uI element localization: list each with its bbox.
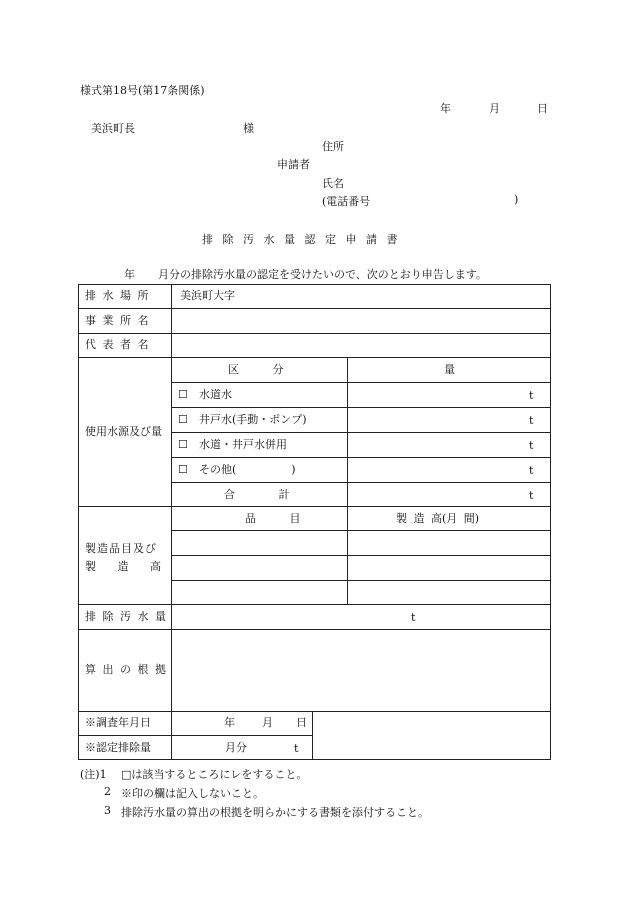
row-divider — [171, 382, 551, 383]
production-column-divider — [347, 506, 348, 604]
row-divider — [78, 333, 551, 334]
source-unit: t — [529, 464, 534, 477]
survey-month: 月 — [262, 716, 273, 729]
note-item: ※印の欄は記入しないこと。 — [121, 787, 264, 800]
form-number: 様式第18号(第17条関係) — [80, 84, 205, 97]
source-other-water-label: その他( ) — [199, 463, 296, 476]
representative-label: 代 表 者 名 — [85, 338, 149, 351]
source-tap-water-label: 水道水 — [199, 388, 232, 401]
survey-column-divider — [312, 711, 313, 760]
total-unit: t — [529, 489, 534, 502]
category-header: 区 分 — [228, 363, 284, 376]
label-column-divider — [171, 284, 172, 760]
business-name-label: 事 業 所 名 — [85, 314, 149, 327]
honorific: 様 — [243, 122, 254, 135]
application-table — [78, 284, 551, 760]
row-divider — [171, 580, 551, 581]
name-label: 氏名 — [322, 177, 344, 190]
row-divider — [78, 604, 551, 605]
certified-unit: t — [294, 742, 299, 755]
note-item: □は該当するところにレをすること。 — [121, 768, 308, 781]
date-day-label: 日 — [537, 102, 548, 115]
checkbox-combined-water[interactable]: ☐ — [178, 438, 188, 451]
row-divider — [78, 735, 313, 736]
wastewater-label: 排 除 汚 水 量 — [85, 610, 166, 623]
checkbox-well-water[interactable]: ☐ — [178, 413, 188, 426]
row-divider — [78, 308, 551, 309]
phone-close: ) — [514, 193, 519, 206]
drainage-place-value: 美浜町大字 — [180, 289, 235, 302]
table-border-bottom — [78, 759, 551, 760]
table-border-top — [78, 284, 551, 285]
table-border-right — [550, 284, 551, 760]
row-divider — [78, 506, 551, 507]
notes-prefix: (注)1 — [80, 768, 107, 781]
note-item: 排除汚水量の算出の根拠を明らかにする書類を添付すること。 — [121, 806, 429, 819]
applicant-label: 申請者 — [277, 158, 310, 171]
checkbox-tap-water[interactable]: ☐ — [178, 388, 188, 401]
water-source-label: 使用水源及び量 — [85, 425, 162, 438]
row-divider — [78, 629, 551, 630]
product-label-line2: 製 造 高 — [85, 560, 161, 573]
amount-header: 量 — [444, 363, 455, 376]
item-header: 品 目 — [245, 512, 301, 525]
table-border-left — [78, 284, 79, 760]
row-divider — [171, 457, 551, 458]
total-label: 合 計 — [224, 488, 290, 501]
source-well-water-label: 井戸水(手動・ポンプ) — [199, 413, 307, 426]
row-divider — [171, 407, 551, 408]
certified-label: ※認定排除量 — [85, 741, 151, 754]
row-divider — [171, 432, 551, 433]
row-divider — [171, 482, 551, 483]
row-divider — [171, 530, 551, 531]
address-label: 住所 — [322, 140, 344, 153]
source-combined-water-label: 水道・井戸水併用 — [199, 438, 287, 451]
checkbox-other-water[interactable]: ☐ — [178, 463, 188, 476]
survey-date-label: ※調査年月日 — [85, 716, 151, 729]
amount-column-divider — [347, 357, 348, 506]
production-header: 製 造 高(月 間) — [396, 512, 480, 525]
source-unit: t — [529, 439, 534, 452]
survey-year: 年 — [224, 716, 235, 729]
source-unit: t — [529, 389, 534, 402]
date-month-label: 月 — [489, 102, 500, 115]
wastewater-unit: t — [411, 611, 416, 624]
row-divider — [78, 711, 551, 712]
page-title: 排 除 汚 水 量 認 定 申 請 書 — [202, 233, 398, 246]
source-unit: t — [529, 414, 534, 427]
phone-label: (電話番号 — [322, 195, 371, 208]
drainage-place-label: 排 水 場 所 — [85, 289, 149, 302]
note-number: 3 — [104, 804, 111, 817]
intro-text: 月分の排除汚水量の認定を受けたいので、次のとおり申告します。 — [158, 268, 487, 281]
certified-month: 月分 — [225, 741, 247, 754]
row-divider — [78, 357, 551, 358]
row-divider — [171, 555, 551, 556]
note-number: 2 — [104, 785, 111, 798]
intro-year: 年 — [124, 268, 135, 281]
date-year-label: 年 — [440, 102, 451, 115]
survey-day: 日 — [296, 716, 307, 729]
basis-label: 算 出 の 根 拠 — [85, 663, 166, 676]
addressee: 美浜町長 — [91, 122, 135, 135]
product-label-line1: 製造品目及び — [85, 542, 157, 555]
